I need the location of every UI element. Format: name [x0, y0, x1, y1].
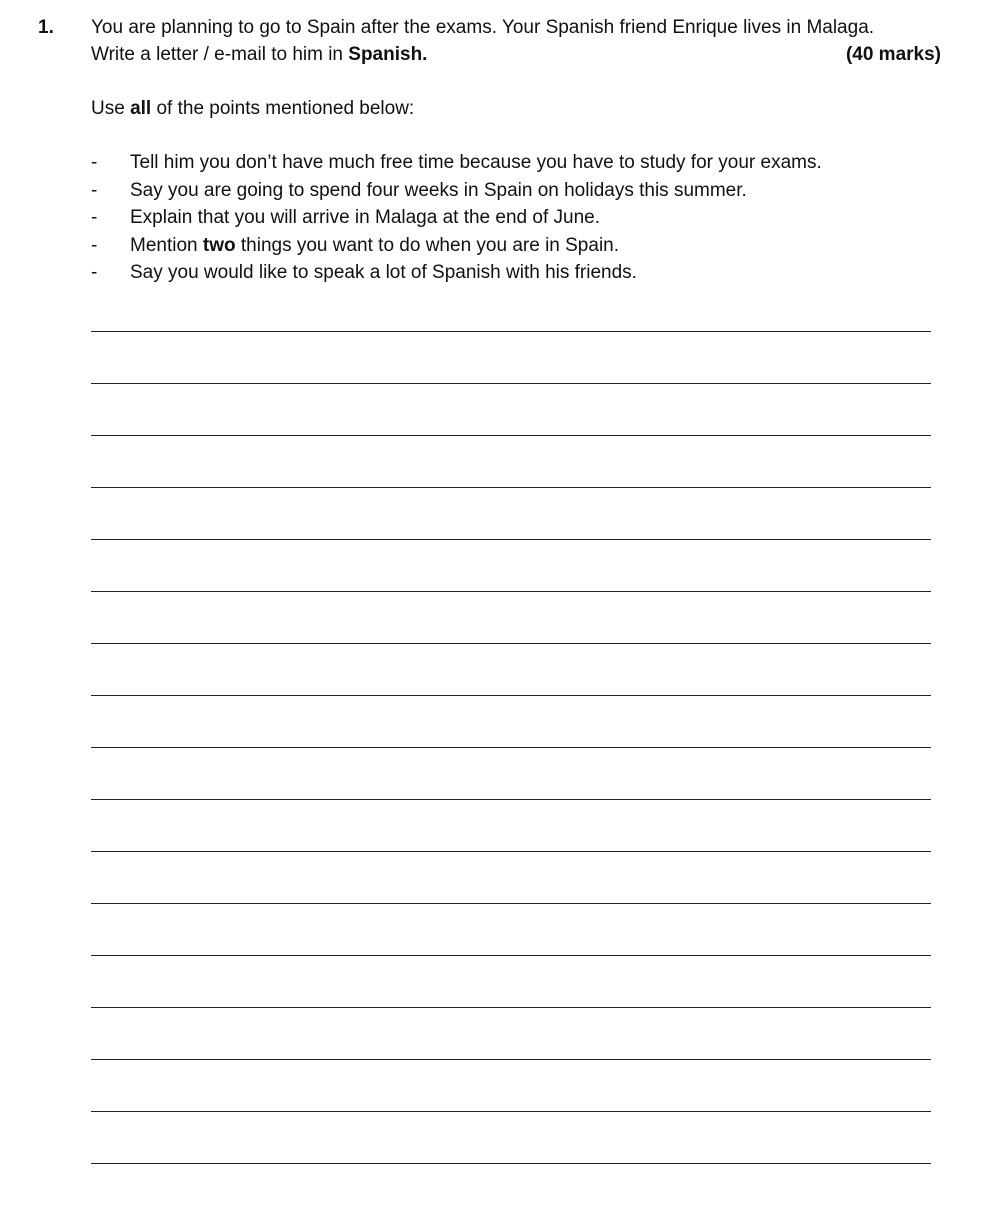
- dash-marker: -: [91, 179, 98, 201]
- point-text: Say you are going to spend four weeks in Spain on holidays this summer.: [130, 179, 747, 201]
- answer-line[interactable]: [91, 851, 931, 903]
- point-emphasis: two: [202, 234, 236, 256]
- answer-line[interactable]: [91, 955, 931, 1007]
- answer-line[interactable]: [91, 331, 931, 383]
- dash-marker: -: [91, 262, 98, 283]
- answer-line[interactable]: [91, 487, 931, 539]
- answer-line[interactable]: [91, 643, 931, 695]
- point-text: Explain that you will arrive in Malaga at the end of June.: [130, 207, 600, 228]
- answer-line[interactable]: [91, 591, 931, 643]
- answer-line[interactable]: [91, 1163, 931, 1215]
- marks-label: (40 marks): [845, 44, 941, 65]
- dash-marker: -: [91, 234, 98, 256]
- answer-line[interactable]: [91, 903, 931, 955]
- answer-line[interactable]: [91, 747, 931, 799]
- point-text: Tell him you don’t have much free time because you have to study for your exams.: [130, 152, 822, 173]
- answer-line[interactable]: [91, 539, 931, 591]
- answer-line[interactable]: [91, 799, 931, 851]
- instruction-emphasis: all: [130, 98, 152, 119]
- instruction-suffix: of the points mentioned below:: [151, 98, 415, 119]
- point-text-prefix: Mention: [130, 234, 203, 256]
- point-text-suffix: things you want to do when you are in Spain.: [235, 234, 620, 256]
- answer-line[interactable]: [91, 695, 931, 747]
- question-prompt-line-2: [91, 43, 941, 67]
- answer-line[interactable]: [91, 1007, 931, 1059]
- question-prompt-text: Write a letter / e-mail to him in: [91, 44, 349, 65]
- question-prompt-line-1: You are planning to go to Spain after the exams. Your Spanish friend Enrique lives in Malaga.: [91, 17, 875, 38]
- answer-line[interactable]: [91, 1111, 931, 1163]
- answer-line[interactable]: [91, 383, 931, 435]
- answer-lines: [91, 331, 931, 1215]
- question-number: 1.: [38, 17, 54, 38]
- language-emphasis: Spanish.: [348, 44, 428, 65]
- answer-line[interactable]: [91, 435, 931, 487]
- dash-marker: -: [91, 152, 98, 173]
- instruction-prefix: Use: [91, 98, 131, 119]
- point-text: Say you would like to speak a lot of Spanish with his friends.: [130, 262, 637, 283]
- answer-line[interactable]: [91, 1059, 931, 1111]
- dash-marker: -: [91, 207, 98, 228]
- point-text: [130, 234, 619, 258]
- instruction: [91, 97, 414, 121]
